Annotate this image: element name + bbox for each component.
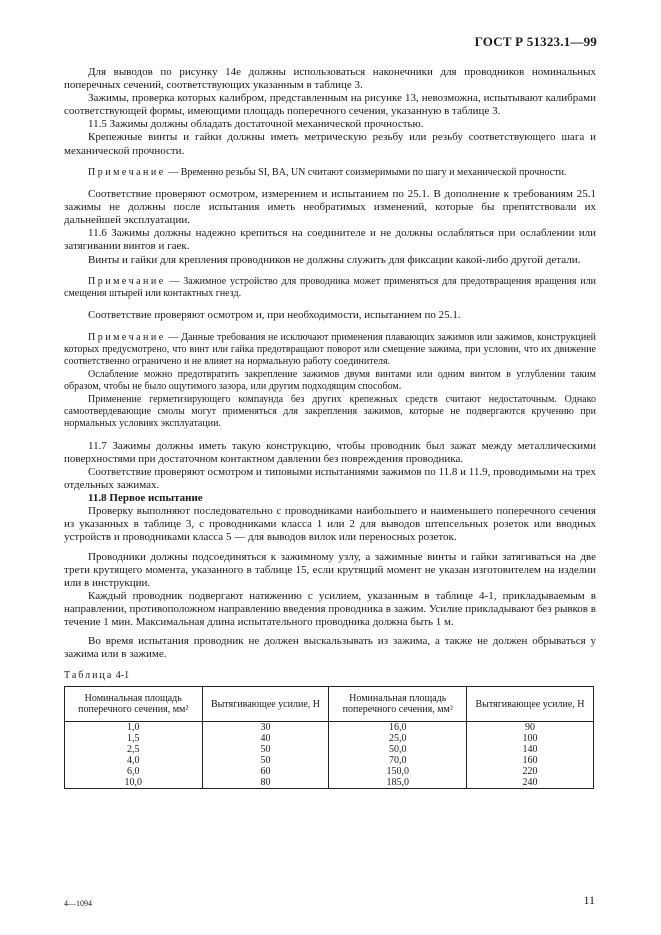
document-designation: ГОСТ Р 51323.1—99 <box>474 34 597 49</box>
column-header: Вытягивающее усилие, Н <box>467 687 594 722</box>
paragraph: Для выводов по рисунку 14е должны использоваться наконечники для проводников номинальных поперечных сечений, соответствующих указанным в таблице 3. <box>64 66 596 92</box>
table-row <box>65 777 594 789</box>
note-label: Примечание <box>88 275 166 287</box>
table-cell: 50 <box>202 744 329 755</box>
paragraph: Крепежные винты и гайки должны иметь метрическую резьбу или резьбу соответствующего шага и механической прочности. <box>64 131 596 157</box>
table-cell: 160 <box>467 755 594 766</box>
table-cell: 80 <box>202 777 329 789</box>
note-2 <box>64 276 596 301</box>
table-cell: 1,0 <box>65 722 203 734</box>
table-title-number: 4-1 <box>113 670 130 682</box>
note-text: — Зажимное устройство для проводника может применяться для предотвращения вращения или смещения штырей или контактных гнезд. <box>64 275 596 300</box>
table-cell: 220 <box>467 766 594 777</box>
table-cell: 10,0 <box>65 777 203 789</box>
table-cell: 70,0 <box>329 755 467 766</box>
table-header-row <box>65 687 594 722</box>
note-label: Примечание <box>88 331 166 343</box>
paragraph: Каждый проводник подвергают натяжению с усилием, указанным в таблице 4-1, прикладываемым в направлении, противоположном направлению введения проводника в зажим. Усилие прикладывают без рывков в течение 1 мин. Максимальная длина испытательного проводника должна быть 1 м. <box>64 589 596 628</box>
table-cell: 4,0 <box>65 755 203 766</box>
paragraph: Во время испытания проводник не должен выскальзывать из зажима, а также не должен обрываться у зажима или в зажиме. <box>64 635 596 661</box>
clause-11-5: 11.5 Зажимы должны обладать достаточной механической прочностью. <box>88 118 424 131</box>
column-header: Номинальная площадь поперечного сечения, мм² <box>65 687 203 722</box>
table-title-label: Таблица <box>64 670 114 682</box>
table-cell: 1,5 <box>65 733 203 744</box>
note-1 <box>64 167 596 179</box>
table-cell: 16,0 <box>329 722 467 734</box>
column-header: Номинальная площадь поперечного сечения, мм² <box>329 687 467 722</box>
table-cell: 25,0 <box>329 733 467 744</box>
table-cell: 50,0 <box>329 744 467 755</box>
paragraph: Проводники должны подсоединяться к зажимному узлу, а зажимные винты и гайки затягиваться на две трети крутящего момента, указанного в таблице 15, если крутящий момент не указан изготовителем на изделии или в инструкции. <box>64 550 596 589</box>
table-row <box>65 755 594 766</box>
table-row <box>65 722 594 734</box>
table-cell: 185,0 <box>329 777 467 789</box>
table-row <box>65 733 594 744</box>
table-cell: 30 <box>202 722 329 734</box>
section-heading-11-8: 11.8 Первое испытание <box>88 492 203 505</box>
paragraph: Проверку выполняют последовательно с проводниками наибольшего и наименьшего поперечного сечения из указанных в таблице 3, с проводниками класса 1 или 2 для выводов штепсельных розеток или вводных устройств и проводниками класса 5 — для выводов вилок или переносных розеток. <box>64 505 596 544</box>
table-cell: 2,5 <box>65 744 203 755</box>
pull-force-table <box>64 686 594 789</box>
note-3-paragraph: Ослабление можно предотвратить закрепление зажимов двумя винтами или одним винтом в углублении таким образом, чтобы не было ощутимого зазора, или другим подходящим способом. <box>64 368 596 393</box>
column-header: Вытягивающее усилие, Н <box>202 687 329 722</box>
table-cell: 40 <box>202 733 329 744</box>
note-text: — Данные требования не исключают применения плавающих зажимов или зажимов, конструкцией которых предусмотрено, что винт или гайка предотвращают поворот или смещение зажима, при условии, что их движение соответственно ограничено и не влияет на нормальную работу соединителя. <box>64 331 596 368</box>
clause-11-6: 11.6 Зажимы должны надежно крепиться на соединителе и не должны ослабляться при ослаблении или затягивании винтов и гаек. <box>64 227 596 253</box>
table-row <box>65 744 594 755</box>
paragraph: Соответствие проверяют осмотром, измерением и испытанием по 25.1. В дополнение к требованиям 25.1 зажимы не должны после испытания иметь необратимых изменений, которые бы препятствовали их дальнейшей эксплуатации. <box>64 188 596 227</box>
note-label: Примечание <box>88 166 166 178</box>
clause-11-7: 11.7 Зажимы должны иметь такую конструкцию, чтобы проводник был зажат между металлическими поверхностями при достаточном контактном давлении без повреждения проводника. <box>64 439 596 465</box>
table-cell: 150,0 <box>329 766 467 777</box>
table-cell: 6,0 <box>65 766 203 777</box>
print-order-code: 4—1094 <box>64 899 92 908</box>
table-cell: 100 <box>467 733 594 744</box>
note-3-paragraph: Применение герметизирующего компаунда без других крепежных средств считают недостаточным. Однако самоотвердевающие смолы могут применяться для закрепления зажимов, которые не подвергаются кручению при нормальных условиях эксплуатации. <box>64 393 596 430</box>
page-number: 11 <box>583 893 595 907</box>
page-body <box>64 66 596 789</box>
paragraph: Зажимы, проверка которых калибром, представленным на рисунке 13, невозможна, испытывают калибрами соответствующей формы, имеющими площадь поперечного сечения, указанную в таблице 3. <box>64 92 596 118</box>
table-cell: 140 <box>467 744 594 755</box>
paragraph: Винты и гайки для крепления проводников не должны служить для фиксации какой-либо другой детали. <box>88 253 581 266</box>
note-3 <box>64 332 596 369</box>
paragraph: Соответствие проверяют осмотром и, при необходимости, испытанием по 25.1. <box>88 309 461 322</box>
table-row <box>65 766 594 777</box>
paragraph: Соответствие проверяют осмотром и типовыми испытаниями зажимов по 11.8 и 11.9, проводимыми на трех отдельных зажимах. <box>64 465 596 492</box>
table-cell: 240 <box>467 777 594 789</box>
note-text: — Временно резьбы SI, BA, UN считают соизмеримыми по шагу и механической прочности. <box>165 166 567 178</box>
table-cell: 60 <box>202 766 329 777</box>
table-title <box>64 669 596 682</box>
table-cell: 90 <box>467 722 594 734</box>
table-cell: 50 <box>202 755 329 766</box>
